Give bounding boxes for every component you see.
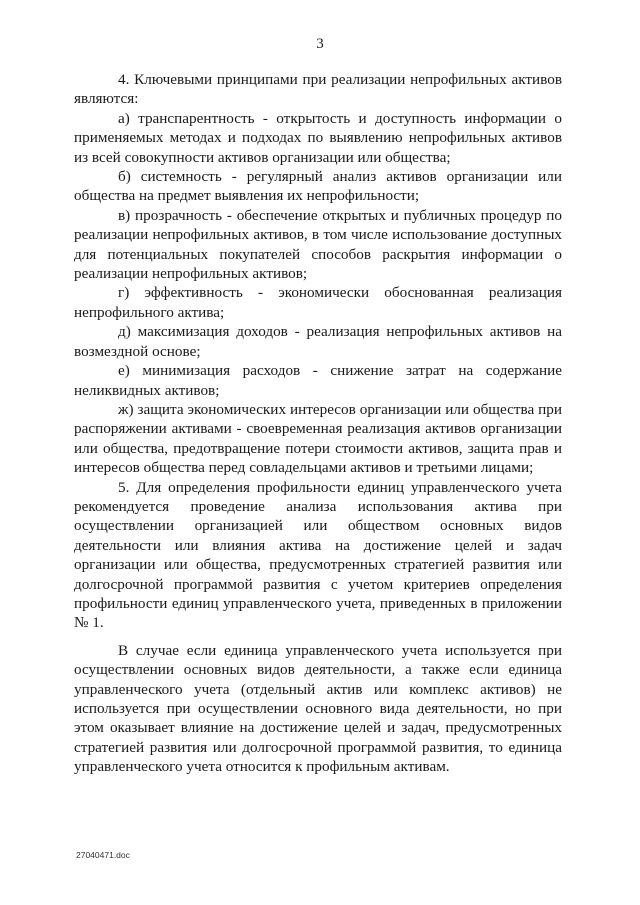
paragraph-principle-c: в) прозрачность - обеспечение открытых и публичных процедур по реализации непрофильных активов, в том числе использование доступных для потенциальных покупателей способов раскрытия информации о реализации непрофильных активов; — [74, 206, 562, 283]
paragraph-principle-e: д) максимизация доходов - реализация непрофильных активов на возмездной основе; — [74, 323, 562, 360]
paragraph-principles-intro: 4. Ключевыми принципами при реализации непрофильных активов являются: — [74, 71, 562, 108]
paragraph-principle-b: б) системность - регулярный анализ активов организации или общества на предмет выявления их непрофильности; — [74, 168, 562, 205]
paragraph-profile-case: В случае если единица управленческого учета используется при осуществлении основных видов деятельности, а также если единица управленческого учета (отдельный актив или комплекс активов) не используется при осуществлении основного вида деятельности, но при этом оказывает влияние на достижение целей и задач, предусмотренных стратегией развития или долгосрочной программой развития, то единица управленческого учета относится к профильным активам. — [74, 641, 562, 776]
page-number: 3 — [316, 36, 324, 52]
paragraph-principle-d: г) эффективность - экономически обоснованная реализация непрофильного актива; — [74, 284, 562, 321]
paragraph-principle-g: ж) защита экономических интересов организации или общества при распоряжении активами - своевременная реализация активов организации или общества, предотвращение потери стоимости активов, защита прав и интересов общества перед совладельцами активов и третьими лицами; — [74, 400, 562, 477]
paragraph-principle-f: е) минимизация расходов - снижение затрат на содержание неликвидных активов; — [74, 362, 562, 399]
paragraph-principle-a: а) транспарентность - открытость и доступность информации о применяемых методах и подходах по выявлению непрофильных активов из всей совокупности активов организации или общества; — [74, 109, 562, 166]
document-body — [74, 70, 562, 777]
paragraph-section-5: 5. Для определения профильности единиц управленческого учета рекомендуется проведение анализа использования актива при осуществлении организацией или обществом основных видов деятельности или влияния актива на достижение целей и задач организации или общества, предусмотренных стратегией развития или долгосрочной программой развития с учетом критериев определения профильности единиц управленческого учета, приведенных в приложении № 1. — [74, 478, 562, 632]
document-filename-footer: 27040471.doc — [76, 850, 130, 860]
